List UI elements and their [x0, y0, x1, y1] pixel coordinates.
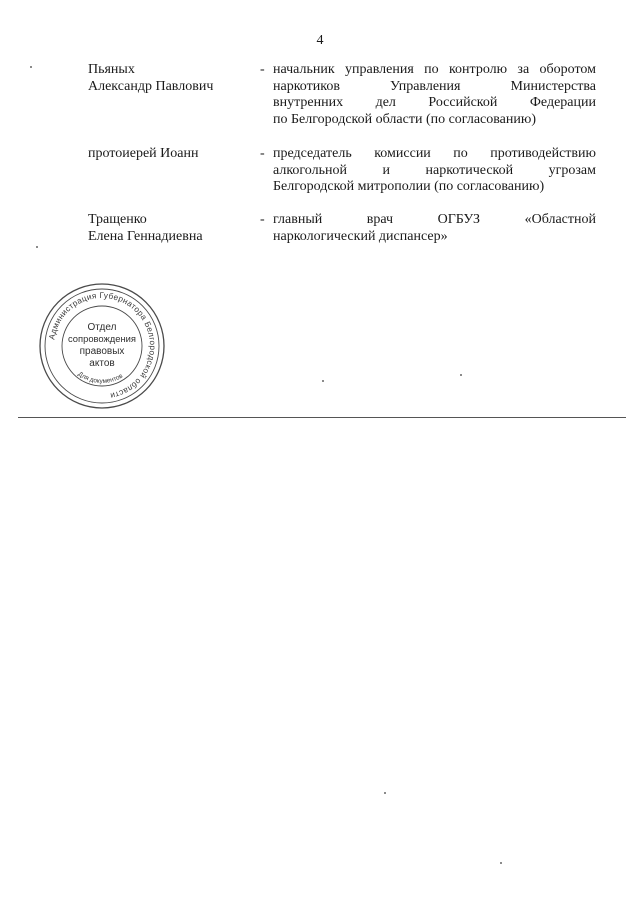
member-name	[88, 62, 253, 95]
scan-speck	[30, 66, 32, 68]
stamp-ring-text: Администрация Губернатора Белгородской области	[47, 290, 158, 401]
member-surname: Тращенко	[88, 212, 147, 227]
member-given-names: Александр Павлович	[88, 78, 214, 94]
role-line: наркотиков Управления Министерства	[273, 78, 596, 94]
horizontal-rule	[18, 417, 626, 418]
member-role	[273, 212, 596, 245]
scan-speck	[322, 380, 324, 382]
stamp-bottom-text: Для документов	[76, 370, 124, 385]
member-given-names: Елена Геннадиевна	[88, 228, 203, 244]
role-line: председатель комиссии по противодействию	[273, 146, 596, 161]
role-line: алкогольной и наркотической угрозам	[273, 162, 596, 178]
dash-separator: -	[260, 146, 265, 161]
role-line: по Белгородской области (по согласованию)	[273, 111, 536, 127]
role-line: внутренних дел Российской Федерации	[273, 95, 596, 110]
role-line: главный врач ОГБУЗ «Областной	[273, 212, 596, 227]
role-line: начальник управления по контролю за оборотом	[273, 62, 596, 77]
stamp-center-line: сопровождения	[68, 333, 136, 344]
official-stamp	[36, 280, 168, 412]
stamp-center-line: правовых	[79, 346, 125, 357]
member-name	[88, 212, 253, 245]
dash-separator: -	[260, 212, 265, 227]
dash-separator: -	[260, 62, 265, 77]
member-full-name: протоиерей Иоанн	[88, 146, 199, 161]
scan-speck	[500, 862, 502, 864]
member-role	[273, 146, 596, 196]
stamp-center-line: Отдел	[87, 322, 117, 333]
member-surname: Пьяных	[88, 62, 135, 77]
scan-speck	[36, 246, 38, 248]
member-name	[88, 146, 253, 163]
stamp-center-line: актов	[89, 358, 115, 369]
role-line: Белгородской митрополии (по согласованию)	[273, 179, 545, 194]
member-role	[273, 62, 596, 128]
scan-speck	[384, 792, 386, 794]
role-line: наркологический диспансер»	[273, 228, 448, 244]
page-number: 4	[316, 33, 324, 48]
scan-speck	[460, 374, 462, 376]
stamp-seal-icon	[36, 280, 168, 412]
